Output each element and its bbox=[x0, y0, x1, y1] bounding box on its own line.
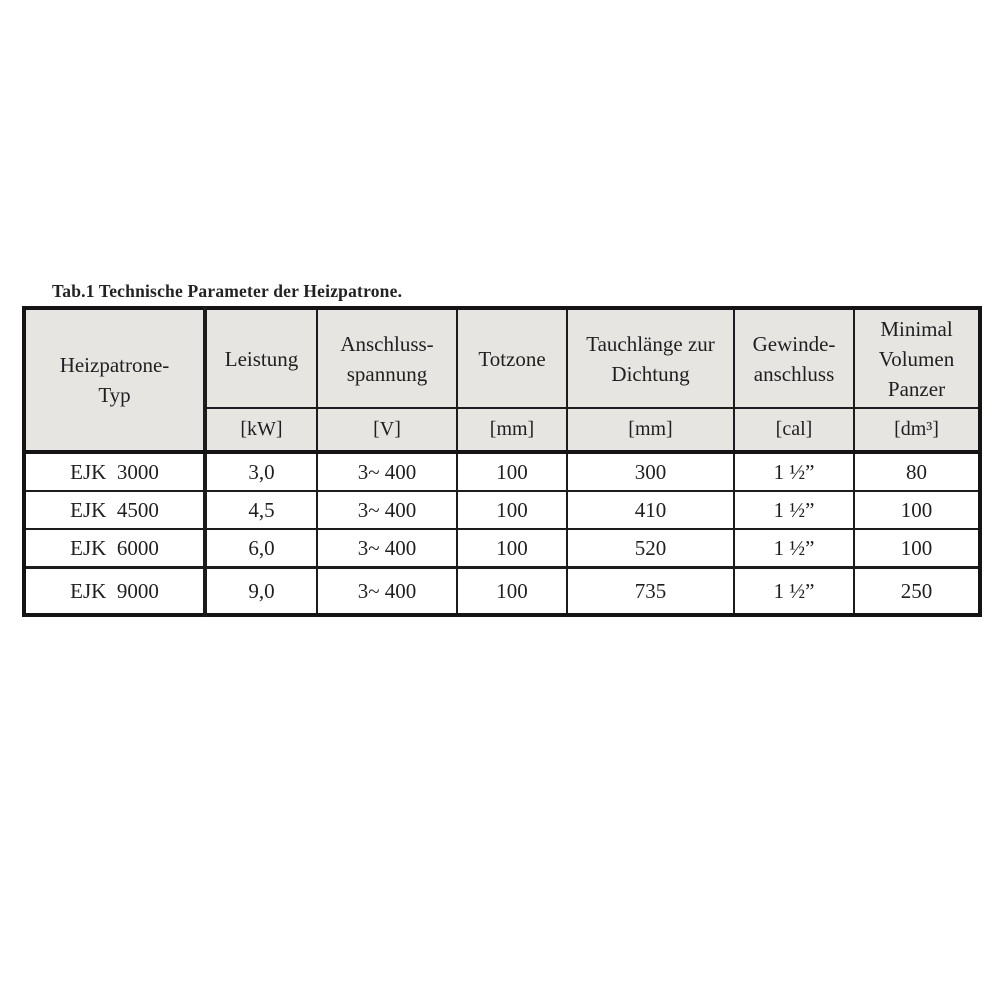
value-cell: 3,0 bbox=[205, 452, 317, 491]
value-cell: 3~ 400 bbox=[317, 491, 457, 529]
header-line: spannung bbox=[346, 361, 428, 386]
type-cell: EJK 3000 bbox=[24, 452, 205, 491]
table-caption: Tab.1 Technische Parameter der Heizpatrone. bbox=[52, 281, 403, 301]
value-cell: 100 bbox=[457, 568, 567, 616]
value-cell: 250 bbox=[854, 568, 980, 616]
col-header-gewindeanschluss bbox=[734, 308, 854, 408]
col-header-tauchlaenge bbox=[567, 308, 734, 408]
header-line: Typ bbox=[98, 383, 131, 407]
table-row bbox=[24, 491, 980, 529]
value-cell: 3~ 400 bbox=[317, 568, 457, 616]
header-line: Heizpatrone- bbox=[59, 353, 170, 377]
value-cell: 3~ 400 bbox=[317, 452, 457, 491]
unit-tauchlaenge: [mm] bbox=[567, 408, 734, 452]
value-cell: 100 bbox=[457, 491, 567, 529]
header-line: Leistung bbox=[224, 346, 299, 371]
value-cell: 4,5 bbox=[205, 491, 317, 529]
header-line: Anschluss- bbox=[340, 331, 434, 356]
value-cell: 1 ½” bbox=[734, 568, 854, 616]
table-row bbox=[24, 568, 980, 616]
value-cell: 1 ½” bbox=[734, 529, 854, 568]
value-cell: 100 bbox=[457, 529, 567, 568]
parameters-table bbox=[22, 306, 982, 617]
value-cell: 100 bbox=[457, 452, 567, 491]
table-header bbox=[24, 308, 980, 452]
type-cell: EJK 4500 bbox=[24, 491, 205, 529]
table-row bbox=[24, 529, 980, 568]
value-cell: 410 bbox=[567, 491, 734, 529]
type-cell: EJK 9000 bbox=[24, 568, 205, 616]
header-line: Gewinde- bbox=[752, 331, 836, 356]
value-cell: 3~ 400 bbox=[317, 529, 457, 568]
header-line: Volumen bbox=[878, 346, 955, 371]
col-header-minimal-volumen bbox=[854, 308, 980, 408]
value-cell: 1 ½” bbox=[734, 491, 854, 529]
value-cell: 1 ½” bbox=[734, 452, 854, 491]
table-body bbox=[24, 452, 980, 615]
unit-leistung: [kW] bbox=[205, 408, 317, 452]
value-cell: 100 bbox=[854, 491, 980, 529]
header-line: anschluss bbox=[753, 361, 835, 386]
unit-totzone: [mm] bbox=[457, 408, 567, 452]
header-line: Panzer bbox=[887, 376, 946, 401]
col-header-totzone bbox=[457, 308, 567, 408]
header-line: Totzone bbox=[478, 346, 546, 371]
unit-anschlussspannung: [V] bbox=[317, 408, 457, 452]
header-line: Tauchlänge zur bbox=[586, 331, 715, 356]
col-header-anschlussspannung bbox=[317, 308, 457, 408]
header-line: Dichtung bbox=[611, 361, 690, 386]
unit-minimal-volumen: [dm³] bbox=[854, 408, 980, 452]
col-header-heizpatrone-typ bbox=[24, 308, 205, 452]
value-cell: 9,0 bbox=[205, 568, 317, 616]
value-cell: 300 bbox=[567, 452, 734, 491]
header-line: Minimal bbox=[880, 316, 953, 341]
table-row bbox=[24, 452, 980, 491]
value-cell: 6,0 bbox=[205, 529, 317, 568]
header-row bbox=[24, 308, 980, 408]
unit-gewindeanschluss: [cal] bbox=[734, 408, 854, 452]
type-cell: EJK 6000 bbox=[24, 529, 205, 568]
col-header-leistung bbox=[205, 308, 317, 408]
value-cell: 520 bbox=[567, 529, 734, 568]
value-cell: 100 bbox=[854, 529, 980, 568]
value-cell: 80 bbox=[854, 452, 980, 491]
value-cell: 735 bbox=[567, 568, 734, 616]
